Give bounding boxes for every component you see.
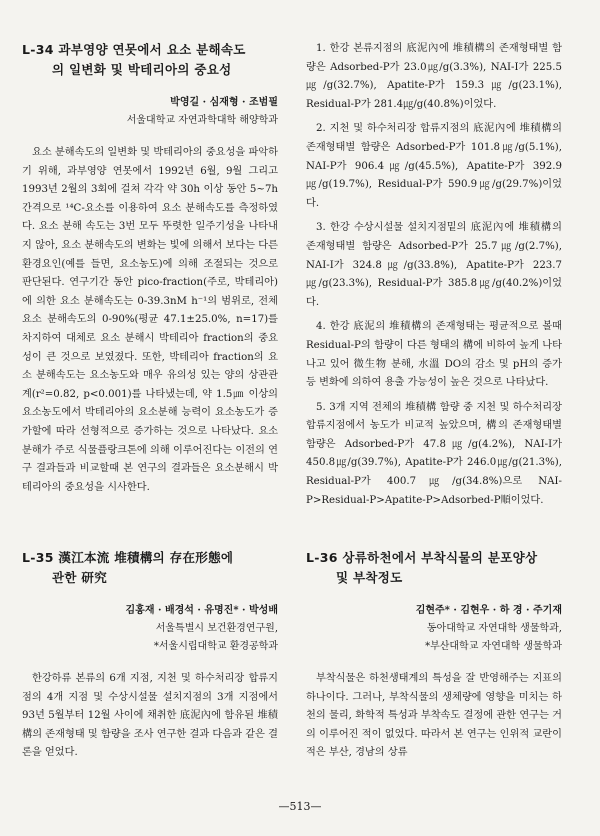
- affiliation-2: *서울시립대학교 환경공학과: [153, 641, 278, 652]
- result-item-1: 1. 한강 본류지점의 底泥內에 堆積構의 존재형태별 함량은 Adsorbed-P가 23.0㎍/g(3.3%), NAI-I가 225.5㎍/g(32.7%), Apatite-P가 159.3㎍/g(23.1%), Residual-P가 281.4㎍/g(40.8%)이었다.: [306, 43, 562, 110]
- affiliation-1: 서울특별시 보건환경연구원,: [155, 623, 278, 634]
- result-item-2: 2. 지천 및 하수처리장 합류지점의 底泥內에 堆積構의 존재형태별 함량은 Adsorbed-P가 101.8㎍/g(5.1%), NAI-P가 906.4㎍/g(45.5%), Apatite-P가 392.9㎍/g(19.7%), Residual-P가 590.9㎍/g(29.7%)이었다.: [306, 123, 562, 209]
- abstract-l36: [306, 548, 562, 763]
- abstract-body: 부착식물은 하천생태계의 특성을 잘 반영해주는 지표의 하나이다. 그러나, 부착식물의 생체량에 영향을 미치는 하천의 물리, 화학적 특성과 부착속도 결정에 관한 연구는 거의 이루어진 적이 없었다. 따라서 본 연구는 인위적 교란이 적은 부산, 경남의 상류: [306, 673, 562, 759]
- result-item-3: 3. 한강 수상시설물 설치지점밑의 底泥內에 堆積構의 존재형태별 함량은 Adsorbed-P가 25.7㎍/g(2.7%), NAI-I가 324.8㎍/g(33.8%), Apatite-P가 223.7㎍/g(23.3%), Residual-P가 385.8㎍/g(40.2%)이었다.: [306, 222, 562, 308]
- result-item-5: 5. 3개 지역 전체의 堆積構 함량 중 지천 및 하수처리장 합류지점에서 농도가 비교적 높았으며, 構의 존재형태별 함량은 Adsorbed-P가 47.8㎍/g(4.2%), NAI-I가 450.8㎍/g(39.7%), Apatite-P가 246.0㎍/g(21.3%), Residual-P가 400.7㎍/g(34.8%)으로 NAI-P>Residual-P>Apatite-P>Adsorbed-P順이었다.: [306, 401, 562, 506]
- title-line-1: L-35 漢江本流 堆積構의 存在形態에: [22, 550, 234, 565]
- affiliation-1: 동아대학교 자연대학 생물학과,: [426, 623, 562, 634]
- affiliation: 서울대학교 자연과학대학 해양학과: [126, 115, 278, 126]
- abstract-title: [306, 548, 562, 588]
- results-list: [306, 40, 562, 516]
- affiliation-2: *부산대학교 자연대학 생물학과: [425, 641, 562, 652]
- abstract-l35: [22, 548, 278, 763]
- abstract-body: 요소 분해속도의 일변화 및 박테리아의 중요성을 파악하기 위해, 과부영양 연못에서 1992년 6월, 9월 그리고 1993년 2월의 3회에 걸쳐 각각 약 30h 이상 동안 5~7h간격으로 ¹⁴C-요소를 이용하여 요소 분해속도를 측정하였다. 요소 분해 속도는 3번 모두 뚜렷한 일주기성을 나타내지 않아, 요소 분해속도의 변화는 빛에 의해서 보다는 다른 환경요인(예를 들면, 요소농도)에 의해 조절되는 것으로 판단된다. 연구기간 동안 pico-fraction(주로, 박테리아)에 의한 요소 분해속도는 0-39.3nM h⁻¹의 범위로, 전체 요소 분해속도의 0-90%(평균 47.1±25.0%, n=17)를 차지하여 대체로 요소 분해시 박테리아 fraction의 중요성이 큰 것으로 보였졌다. 또한, 박테리아 fraction의 요소 분해속도는 요소농도와 매우 유의성 있는 양의 상관관계(r²=0.82, p<0.001)를 나타냈는데, 약 1.5㎛ 이상의 요소농도에서 박테리아의 요소분해 능력이 요소농도가 증가할에 따라 선형적으로 증가하는 것으로 나타났다. 요소 분해가 주로 식물플랑크톤에 의해 이루어진다는 이전의 연구 결과들과 비교할때 본 연구의 결과들은 요소분해시 박테리아의 중요성을 시사한다.: [22, 147, 278, 493]
- authors: 김홍재 · 배경석 · 유명진* · 박성배: [125, 605, 278, 616]
- authors: 박영길 · 심재형 · 조범필: [170, 97, 278, 108]
- title-line-2: 관한 研究: [52, 570, 108, 585]
- authors: 김현주* · 김현우 · 하 경 · 주기재: [415, 605, 562, 616]
- title-line-2: 및 부착정도: [336, 570, 403, 585]
- result-item-4: 4. 한강 底泥의 堆積構의 존재형태는 평균적으로 볼때 Residual-P의 함량이 다른 형태의 構에 비하여 높게 나타나고 있어 微生物 분해, 水溫 DO의 감소 및 pH의 증가 등 변화에 의하여 용출 가능성이 높은 것으로 나타났다.: [306, 321, 562, 389]
- title-line-1: L-36 상류하천에서 부착식물의 분포양상: [306, 550, 538, 565]
- title-line-1: L-34 과부영양 연못에서 요소 분해속도: [22, 42, 246, 57]
- title-line-2: 의 일변화 및 박테리아의 중요성: [52, 62, 232, 77]
- abstract-title: [22, 548, 278, 588]
- abstract-body: 한강하류 본류의 6개 지점, 지천 및 하수처리장 합류지점의 4개 지점 및 수상시설물 설치지점의 3개 지점에서 93년 5월부터 12월 사이에 채취한 底泥內에 함유된 堆積構의 존재형태 및 함량을 조사 연구한 결과 다음과 같은 결론을 얻었다.: [22, 673, 278, 759]
- abstract-title: [22, 40, 278, 80]
- abstract-l34: [22, 40, 278, 497]
- page-number: —513—: [278, 800, 322, 813]
